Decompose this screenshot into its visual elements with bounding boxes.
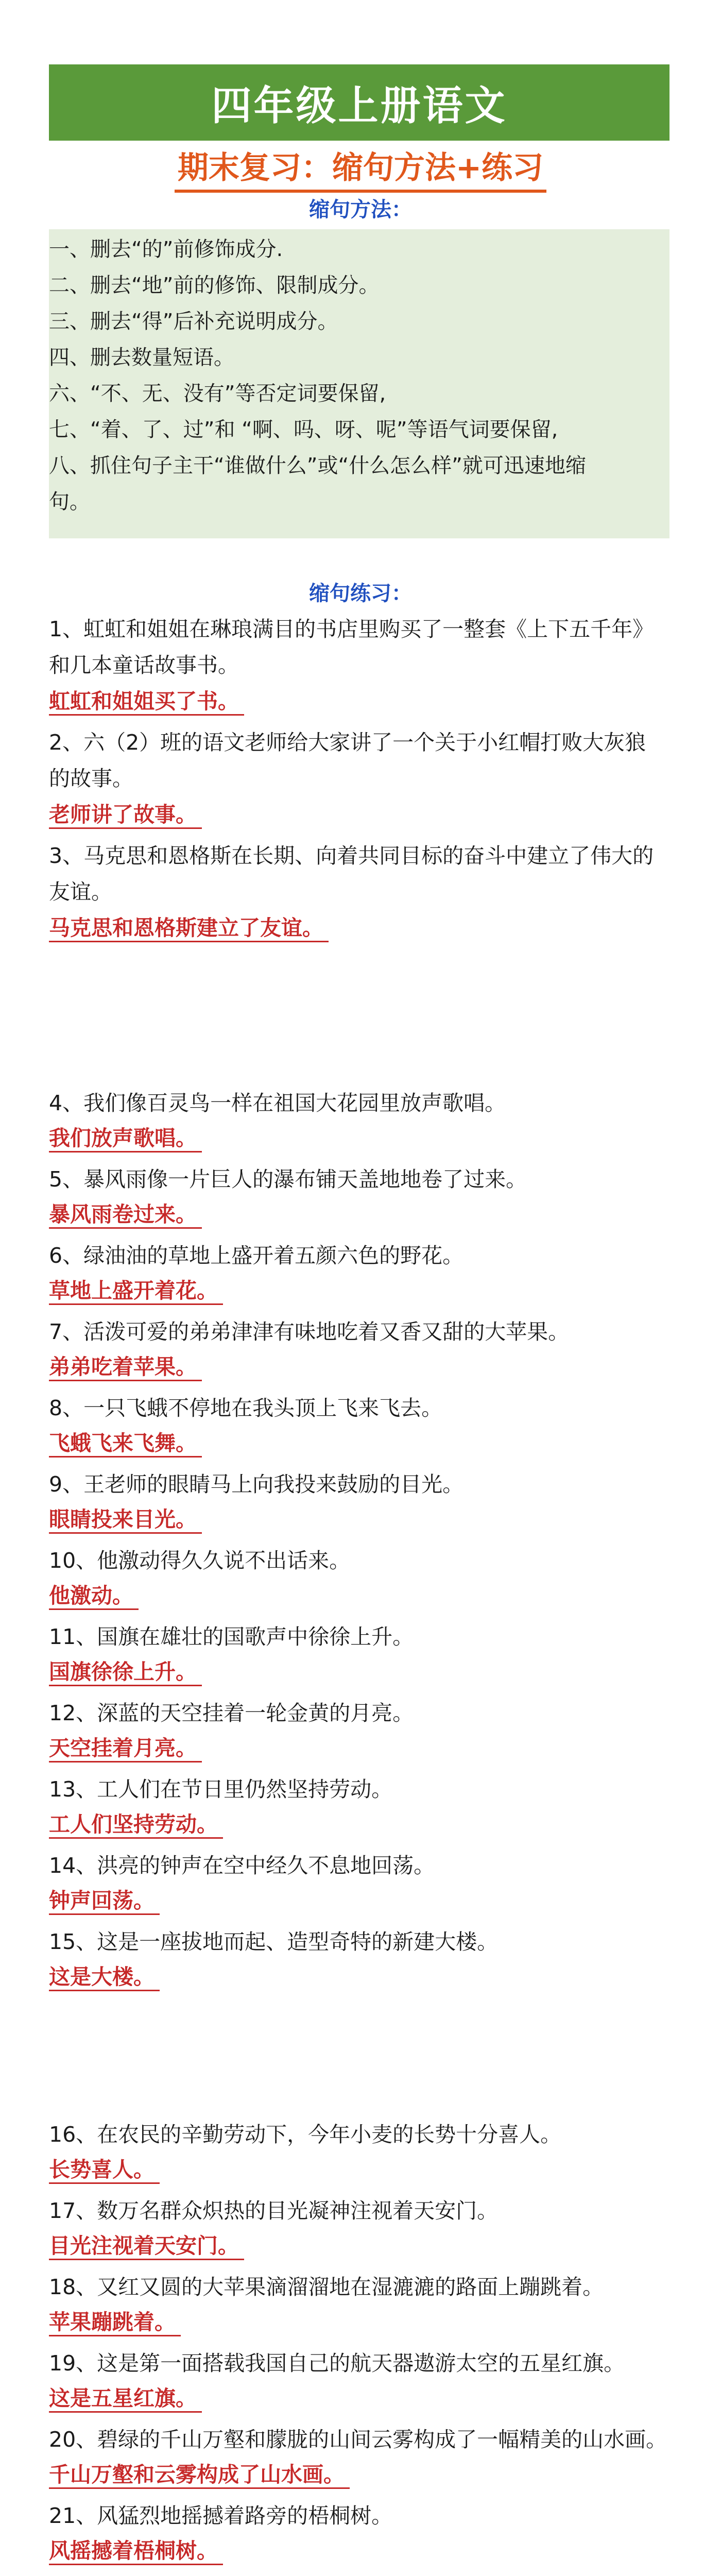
exercise-answer: 飞蛾飞来飞舞。 — [49, 1430, 202, 1458]
exercise-question: 5、暴风雨像一片巨人的瀑布铺天盖地地卷了过来。 — [49, 1167, 527, 1192]
exercise-question: 11、国旗在雄壮的国歌声中徐徐上升。 — [49, 1624, 414, 1649]
method-item: 三、删去“得”后补充说明成分。 — [49, 310, 338, 333]
exercise-answer: 老师讲了故事。 — [49, 802, 202, 829]
exercise-answer: 长势喜人。 — [49, 2157, 160, 2184]
method-item: 八、抓住句子主干“谁做什么”或“什么怎么样”就可迅速地缩 — [49, 454, 586, 478]
exercise-answer: 他激动。 — [49, 1583, 139, 1610]
exercise-question: 15、这是一座拔地而起、造型奇特的新建大楼。 — [49, 1929, 499, 1954]
exercise-question: 18、又红又圆的大苹果滴溜溜地在湿漉漉的路面上蹦跳着。 — [49, 2275, 604, 2299]
exercise-question: 10、他激动得久久说不出话来。 — [49, 1548, 351, 1573]
exercise-answer: 眼睛投来目光。 — [49, 1506, 202, 1534]
exercise-question: 19、这是第一面搭载我国自己的航天器遨游太空的五星红旗。 — [49, 2351, 625, 2376]
exercise-question: 3、马克思和恩格斯在长期、向着共同目标的奋斗中建立了伟大的 — [49, 843, 654, 868]
exercise-answer: 这是五星红旗。 — [49, 2385, 202, 2413]
exercise-question: 16、在农民的辛勤劳动下，今年小麦的长势十分喜人。 — [49, 2122, 562, 2147]
exercise-question: 9、王老师的眼睛马上向我投来鼓励的目光。 — [49, 1472, 464, 1497]
method-item: 六、“不、无、没有”等否定词要保留, — [49, 382, 386, 405]
exercise-question: 14、洪亮的钟声在空中经久不息地回荡。 — [49, 1853, 435, 1878]
exercise-answer: 弟弟吃着苹果。 — [49, 1354, 202, 1381]
method-item: 四、删去数量短语。 — [49, 346, 234, 369]
exercise-question: 20、碧绿的千山万壑和朦胧的山间云雾构成了一幅精美的山水画。 — [49, 2427, 667, 2452]
subtitle-wrap — [0, 147, 721, 193]
exercise-answer: 千山万壑和云雾构成了山水画。 — [49, 2462, 350, 2489]
exercise-question: 7、活泼可爱的弟弟津津有味地吃着又香又甜的大苹果。 — [49, 1319, 570, 1344]
exercise-answer: 虹虹和姐姐买了书。 — [49, 688, 244, 716]
exercise-question: 8、一只飞蛾不停地在我头顶上飞来飞去。 — [49, 1396, 443, 1420]
exercise-answer: 马克思和恩格斯建立了友谊。 — [49, 915, 329, 942]
exercise-question: 12、深蓝的天空挂着一轮金黄的月亮。 — [49, 1701, 414, 1725]
exercise-question: 和几本童话故事书。 — [49, 653, 239, 677]
methods-heading: 缩句方法： — [309, 198, 412, 222]
exercises-heading: 缩句练习： — [309, 582, 412, 605]
exercise-answer: 目光注视着天安门。 — [49, 2233, 244, 2260]
exercise-answer: 钟声回荡。 — [49, 1888, 160, 1915]
exercise-answer: 我们放声歌唱。 — [49, 1125, 202, 1153]
exercise-question: 2、六（2）班的语文老师给大家讲了一个关于小红帽打败大灰狼 — [49, 730, 646, 755]
exercise-answer: 这是大楼。 — [49, 1964, 160, 1991]
exercise-answer: 草地上盛开着花。 — [49, 1278, 223, 1305]
exercise-question: 1、虹虹和姐姐在琳琅满目的书店里购买了一整套《上下五千年》 — [49, 617, 654, 641]
exercise-answer: 国旗徐徐上升。 — [49, 1659, 202, 1686]
method-item: 七、“着、了、过”和 “啊、吗、呀、呢”等语气词要保留, — [49, 418, 558, 442]
exercise-question: 友谊。 — [49, 879, 112, 904]
method-item: 一、删去“的”前修饰成分. — [49, 238, 283, 261]
subtitle: 期末复习：缩句方法+练习 — [175, 147, 546, 193]
exercise-answer: 天空挂着月亮。 — [49, 1735, 202, 1762]
exercise-question: 4、我们像百灵鸟一样在祖国大花园里放声歌唱。 — [49, 1091, 506, 1115]
exercise-answer: 风摇撼着梧桐树。 — [49, 2538, 223, 2565]
page-title: 四年级上册语文 — [49, 64, 670, 141]
exercise-question: 13、工人们在节日里仍然坚持劳动。 — [49, 1777, 393, 1802]
exercise-answer: 苹果蹦跳着。 — [49, 2309, 181, 2336]
method-item: 句。 — [49, 490, 90, 514]
exercise-question: 6、绿油油的草地上盛开着五颜六色的野花。 — [49, 1243, 464, 1268]
exercise-answer: 工人们坚持劳动。 — [49, 1811, 223, 1839]
exercise-answer: 暴风雨卷过来。 — [49, 1201, 202, 1229]
exercise-question: 21、风猛烈地摇撼着路旁的梧桐树。 — [49, 2503, 393, 2528]
method-item: 二、删去“地”前的修饰、限制成分。 — [49, 274, 380, 297]
exercise-question: 17、数万名群众炽热的目光凝神注视着天安门。 — [49, 2198, 499, 2223]
exercise-question: 的故事。 — [49, 766, 133, 791]
